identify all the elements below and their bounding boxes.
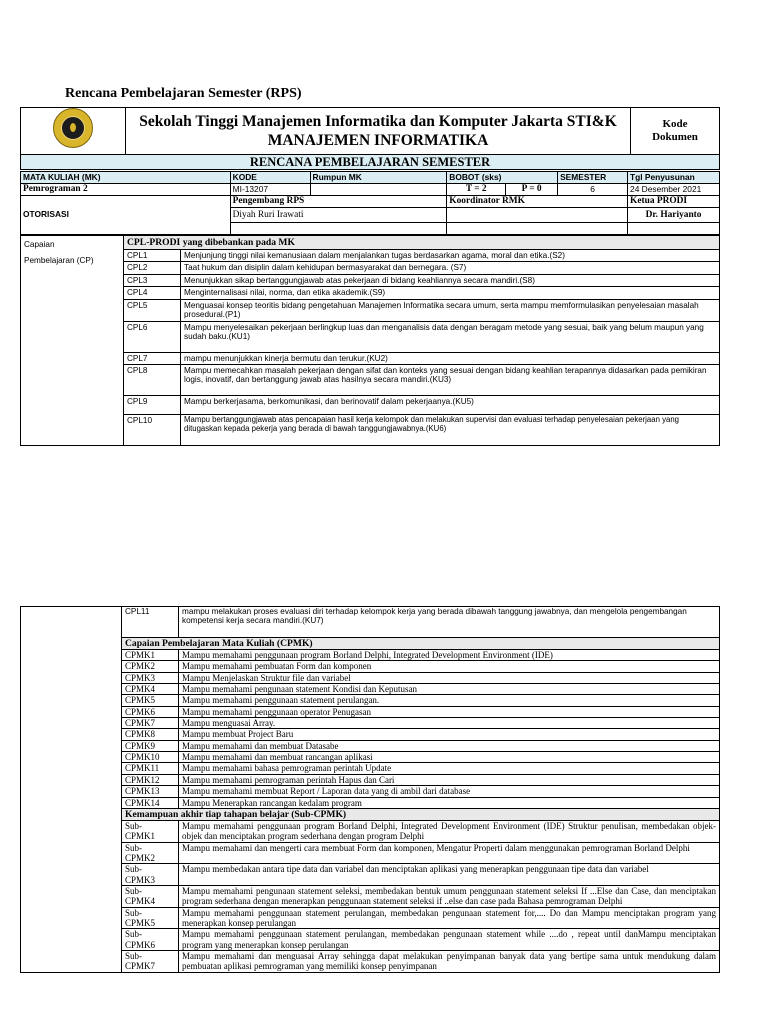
cpmk-code: CPMK7 <box>122 718 179 729</box>
cpmk-text: Mampu memahami pengunaan statement Kondisi dan Keputusan <box>179 684 720 695</box>
cp-label-line1: Capaian <box>24 240 55 249</box>
pengembang-value: Diyah Ruri Irawati <box>230 208 447 223</box>
cpmk-text: Mampu memahami penggunaan program Borland Delphi, Integrated Development Environment (IDE) <box>179 650 720 661</box>
cpmk-text: Mampu memahami membuat Report / Laporan data yang di ambil dari database <box>179 786 720 797</box>
mk-value: Pemrograman 2 <box>21 184 231 196</box>
cpmk-title: Capaian Pembelajaran Mata Kuliah (CPMK) <box>122 638 720 650</box>
cpmk-code: CPMK11 <box>122 763 179 774</box>
cpl-code: CPL9 <box>124 395 181 414</box>
table-row <box>21 718 720 729</box>
tgl-label: Tgl Penyusunan <box>628 172 720 184</box>
signature-space-1 <box>230 223 447 235</box>
institution-logo <box>53 108 93 148</box>
table-row <box>21 364 720 395</box>
subcpmk-code-id: CPMK4 <box>125 896 156 907</box>
cpmk-text: Mampu memahami bahasa pemrograman perintah Update <box>179 763 720 774</box>
cpmk-code: CPMK14 <box>122 797 179 808</box>
cpl-text: Menginternalisasi nilai, norma, dan etika akademik.(S9) <box>181 287 720 299</box>
cpmk-code: CPMK13 <box>122 786 179 797</box>
cpmk-text: Mampu memahami dan membuat rancangan aplikasi <box>179 752 720 763</box>
subcpmk-code <box>122 885 179 907</box>
cpl-code: CPL6 <box>124 321 181 352</box>
table-row <box>21 684 720 695</box>
rumpun-value <box>310 184 447 196</box>
table-row <box>21 299 720 321</box>
cpl-code: CPL11 <box>122 607 179 638</box>
cpmk-code: CPMK2 <box>122 661 179 672</box>
table-row <box>21 763 720 774</box>
cpmk-text: Mampu memahami dan membuat Datasabe <box>179 740 720 751</box>
koordinator-label: Koordinator RMK <box>447 196 628 208</box>
cpmk-code: CPMK1 <box>122 650 179 661</box>
subcpmk-code <box>122 951 179 973</box>
kode-dokumen <box>631 108 720 155</box>
cpl-code: CPL4 <box>124 287 181 299</box>
subcpmk-code <box>122 907 179 929</box>
table-row <box>21 650 720 661</box>
left-column-empty <box>21 607 122 973</box>
bobot-p: P = 0 <box>506 184 558 196</box>
table-row <box>21 842 720 864</box>
table-row <box>21 661 720 672</box>
cpl-code: CPL3 <box>124 274 181 286</box>
cpl-table <box>20 235 720 446</box>
cpmk-code: CPMK8 <box>122 729 179 740</box>
cpl-code: CPL1 <box>124 250 181 262</box>
table-row <box>21 729 720 740</box>
subcpmk-code-id: CPMK3 <box>125 874 156 885</box>
cpl-code: CPL5 <box>124 299 181 321</box>
logo-cell <box>21 108 126 155</box>
header-table <box>20 107 720 170</box>
cpmk-text: Mampu memahami penggunaan operator Penugasan <box>179 706 720 717</box>
cpl-text: Taat hukum dan disiplin dalam kehidupan bermasyarakat dan bernegara. (S7) <box>181 262 720 274</box>
table-row <box>21 820 720 842</box>
cpmk-text: Mampu Menjelaskan Struktur file dan variabel <box>179 672 720 683</box>
cpmk-code: CPMK6 <box>122 706 179 717</box>
bobot-t: T = 2 <box>447 184 506 196</box>
table-row <box>21 414 720 445</box>
table-row <box>21 864 720 886</box>
cpmk-text: Mampu Menerapkan rancangan kedalam program <box>179 797 720 808</box>
subcpmk-title: Kemampuan akhir tiap tahapan belajar (Sub-CPMK) <box>122 808 720 820</box>
table-row <box>21 885 720 907</box>
table-row <box>21 352 720 364</box>
subcpmk-text: Mampu memahami penggunaan statement perulangan, membedakan pengunaan statement while ....do , repeat until danMampu menciptakan program yang menerapkan konsep perulangan <box>179 929 720 951</box>
cpmk-code: CPMK5 <box>122 695 179 706</box>
cpmk-text: Mampu menguasai Array. <box>179 718 720 729</box>
cpl-text: Mampu bertanggungjawab atas pencapaian hasil kerja kelompok dan melakukan supervisi dan evaluasi terhadap penyelesaian pekerjaan yang ditugaskan kepada pekerja yang berada di bawah tanggungjawabnya.(KU6) <box>181 414 720 445</box>
institution-line1: Sekolah Tinggi Manajemen Informatika dan Komputer Jakarta STI&K <box>139 112 617 130</box>
institution-name <box>126 108 631 155</box>
subcpmk-code-prefix: Sub- <box>125 885 143 896</box>
table-row <box>21 695 720 706</box>
subcpmk-code-id: CPMK1 <box>125 831 156 842</box>
cpmk-code: CPMK9 <box>122 740 179 751</box>
table-row <box>21 752 720 763</box>
mk-label: MATA KULIAH (MK) <box>21 172 231 184</box>
subcpmk-code-prefix: Sub- <box>125 929 143 940</box>
subcpmk-code-id: CPMK7 <box>125 961 156 972</box>
cpl-text: Mampu memecahkan masalah pekerjaan dengan sifat dan konteks yang sesuai dengan bidang keahlian terapannya didasarkan pada pemikiran logis, inovatif, dan bertanggung jawab atas hasilnya secara mandiri.(KU3) <box>181 364 720 395</box>
subcpmk-code-prefix: Sub- <box>125 820 143 831</box>
cpl-code: CPL2 <box>124 262 181 274</box>
subcpmk-code-prefix: Sub- <box>125 864 143 875</box>
meta-table <box>20 171 720 235</box>
table-row <box>21 395 720 414</box>
table-row <box>21 951 720 973</box>
cpmk-table <box>20 606 720 973</box>
rps-title: RENCANA PEMBELAJARAN SEMESTER <box>21 155 720 170</box>
ketua-value: Dr. Hariyanto <box>628 208 720 223</box>
subcpmk-code <box>122 929 179 951</box>
tgl-value: 24 Desember 2021 <box>628 184 720 196</box>
subcpmk-code <box>122 820 179 842</box>
subcpmk-text: Mampu memahami penggunaan program Borland Delphi, Integrated Development Environment (IDE) Struktur penulisan, membedakan objek-objek dan menciptakan program sederhana dengan program Delphi <box>179 820 720 842</box>
table-row <box>21 287 720 299</box>
cpl-text: mampu menunjukkan kinerja bermutu dan terukur.(KU2) <box>181 352 720 364</box>
signature-space-3 <box>628 223 720 235</box>
cpl-text: Mampu menyelesaikan pekerjaan berlingkup luas dan menganalisis data dengan beragam metode yang sesuai, baik yang belum maupun yang sudah baku.(KU1) <box>181 321 720 352</box>
document-title: Rencana Pembelajaran Semester (RPS) <box>65 86 302 101</box>
cpmk-text: Mampu memahami pembuatan Form dan komponen <box>179 661 720 672</box>
cpl-text: Menunjukkan sikap bertanggungjawab atas pekerjaan di bidang keahliannya secara mandiri.(S8) <box>181 274 720 286</box>
subcpmk-code-id: CPMK5 <box>125 917 156 928</box>
semester-value: 6 <box>558 184 628 196</box>
pengembang-label: Pengembang RPS <box>230 196 447 208</box>
table-row <box>21 740 720 751</box>
cp-label-line2: Pembelajaran (CP) <box>24 255 94 265</box>
subcpmk-code-prefix: Sub- <box>125 842 143 853</box>
subcpmk-text: Mampu membedakan antara tipe data dan variabel dan menciptakan aplikasi yang menerapkan penggunaan tipe data dan variabel <box>179 864 720 886</box>
cpl-code: CPL10 <box>124 414 181 445</box>
table-row <box>21 786 720 797</box>
table-row <box>21 321 720 352</box>
cpmk-text: Mampu memahami penggunaan statement perulangan. <box>179 695 720 706</box>
subcpmk-code <box>122 864 179 886</box>
cpl-text: mampu melakukan proses evaluasi diri terhadap kelompok kerja yang berada dibawah tanggung jawabnya, dan mengelola pengembangan kompetensi kerja secara mandiri.(KU7) <box>179 607 720 638</box>
semester-label: SEMESTER <box>558 172 628 184</box>
cpmk-code: CPMK4 <box>122 684 179 695</box>
subcpmk-text: Mampu memahami penggunaan statement perulangan, membedakan pengunaan statement for,.... Do dan Mampu menciptakan program yang menerapkan konsep perulangan <box>179 907 720 929</box>
table-row <box>21 672 720 683</box>
cpmk-code: CPMK3 <box>122 672 179 683</box>
cpl-code: CPL7 <box>124 352 181 364</box>
subcpmk-code-id: CPMK2 <box>125 852 156 863</box>
subcpmk-code-prefix: Sub- <box>125 951 143 961</box>
institution-line2: MANAJEMEN INFORMATIKA <box>267 132 489 149</box>
ketua-label: Ketua PRODI <box>628 196 720 208</box>
kode-value: MI-13207 <box>230 184 310 196</box>
table-row <box>21 706 720 717</box>
cpmk-code: CPMK10 <box>122 752 179 763</box>
subcpmk-text: Mampu memahami dan menguasai Array sehingga dapat melakukan penyimpanan banyak data yang bertipe sama untuk mendukung dalam pembuatan aplikasi pemrograman yang memiliki konsep penyimpanan <box>179 951 720 973</box>
cpl-code: CPL8 <box>124 364 181 395</box>
cpl-text: Menguasai konsep teoritis bidang pengetahuan Manajemen Informatika secara umum, serta mampu memformulasikan penyelesaian masalah prosedural.(P1) <box>181 299 720 321</box>
table-row <box>21 907 720 929</box>
cpmk-text: Mampu membuat Project Baru <box>179 729 720 740</box>
table-row <box>21 250 720 262</box>
table-row <box>21 774 720 785</box>
kode-label: Kode <box>662 118 688 131</box>
kode-col-label: KODE <box>230 172 310 184</box>
table-row <box>21 607 720 638</box>
bobot-label: BOBOT (sks) <box>447 172 558 184</box>
table-row <box>21 274 720 286</box>
cpl-text: Menjunjung tinggi nilai kemanusiaan dalam menjalankan tugas berdasarkan agama, moral dan etika.(S2) <box>181 250 720 262</box>
cpmk-text: Mampu memahami pemrograman perintah Hapus dan Cari <box>179 774 720 785</box>
cpl-prodi-title: CPL-PRODI yang dibebankan pada MK <box>124 236 720 250</box>
subcpmk-code <box>122 842 179 864</box>
table-row <box>21 929 720 951</box>
cpl-text: Mampu berkerjasama, berkomunikasi, dan berinovatif dalam pekerjaanya.(KU5) <box>181 395 720 414</box>
subcpmk-text: Mampu memahami dan mengerti cara membuat Form dan komponen, Mengatur Properti dalam menggunakan pemrograman Borland Delphi <box>179 842 720 864</box>
subcpmk-code-prefix: Sub- <box>125 907 143 918</box>
table-row <box>21 797 720 808</box>
koordinator-value <box>447 208 628 223</box>
table-row <box>21 262 720 274</box>
subcpmk-text: Mampu memahami pengunaan statement seleksi, membedakan bentuk umum penggunaan statement seleksi If ...Else dan Case, dan menciptakan program sederhana dengan menerapkan penggunaan statement seleksi if ..else dan case pada Bahasa pemrograman Delphi <box>179 885 720 907</box>
subcpmk-code-id: CPMK6 <box>125 939 156 950</box>
cpmk-code: CPMK12 <box>122 774 179 785</box>
signature-space-2 <box>447 223 628 235</box>
cp-label <box>21 236 124 446</box>
rumpun-label: Rumpun MK <box>310 172 447 184</box>
otorisasi-label: OTORISASI <box>21 196 231 235</box>
dokumen-label: Dokumen <box>652 131 698 143</box>
